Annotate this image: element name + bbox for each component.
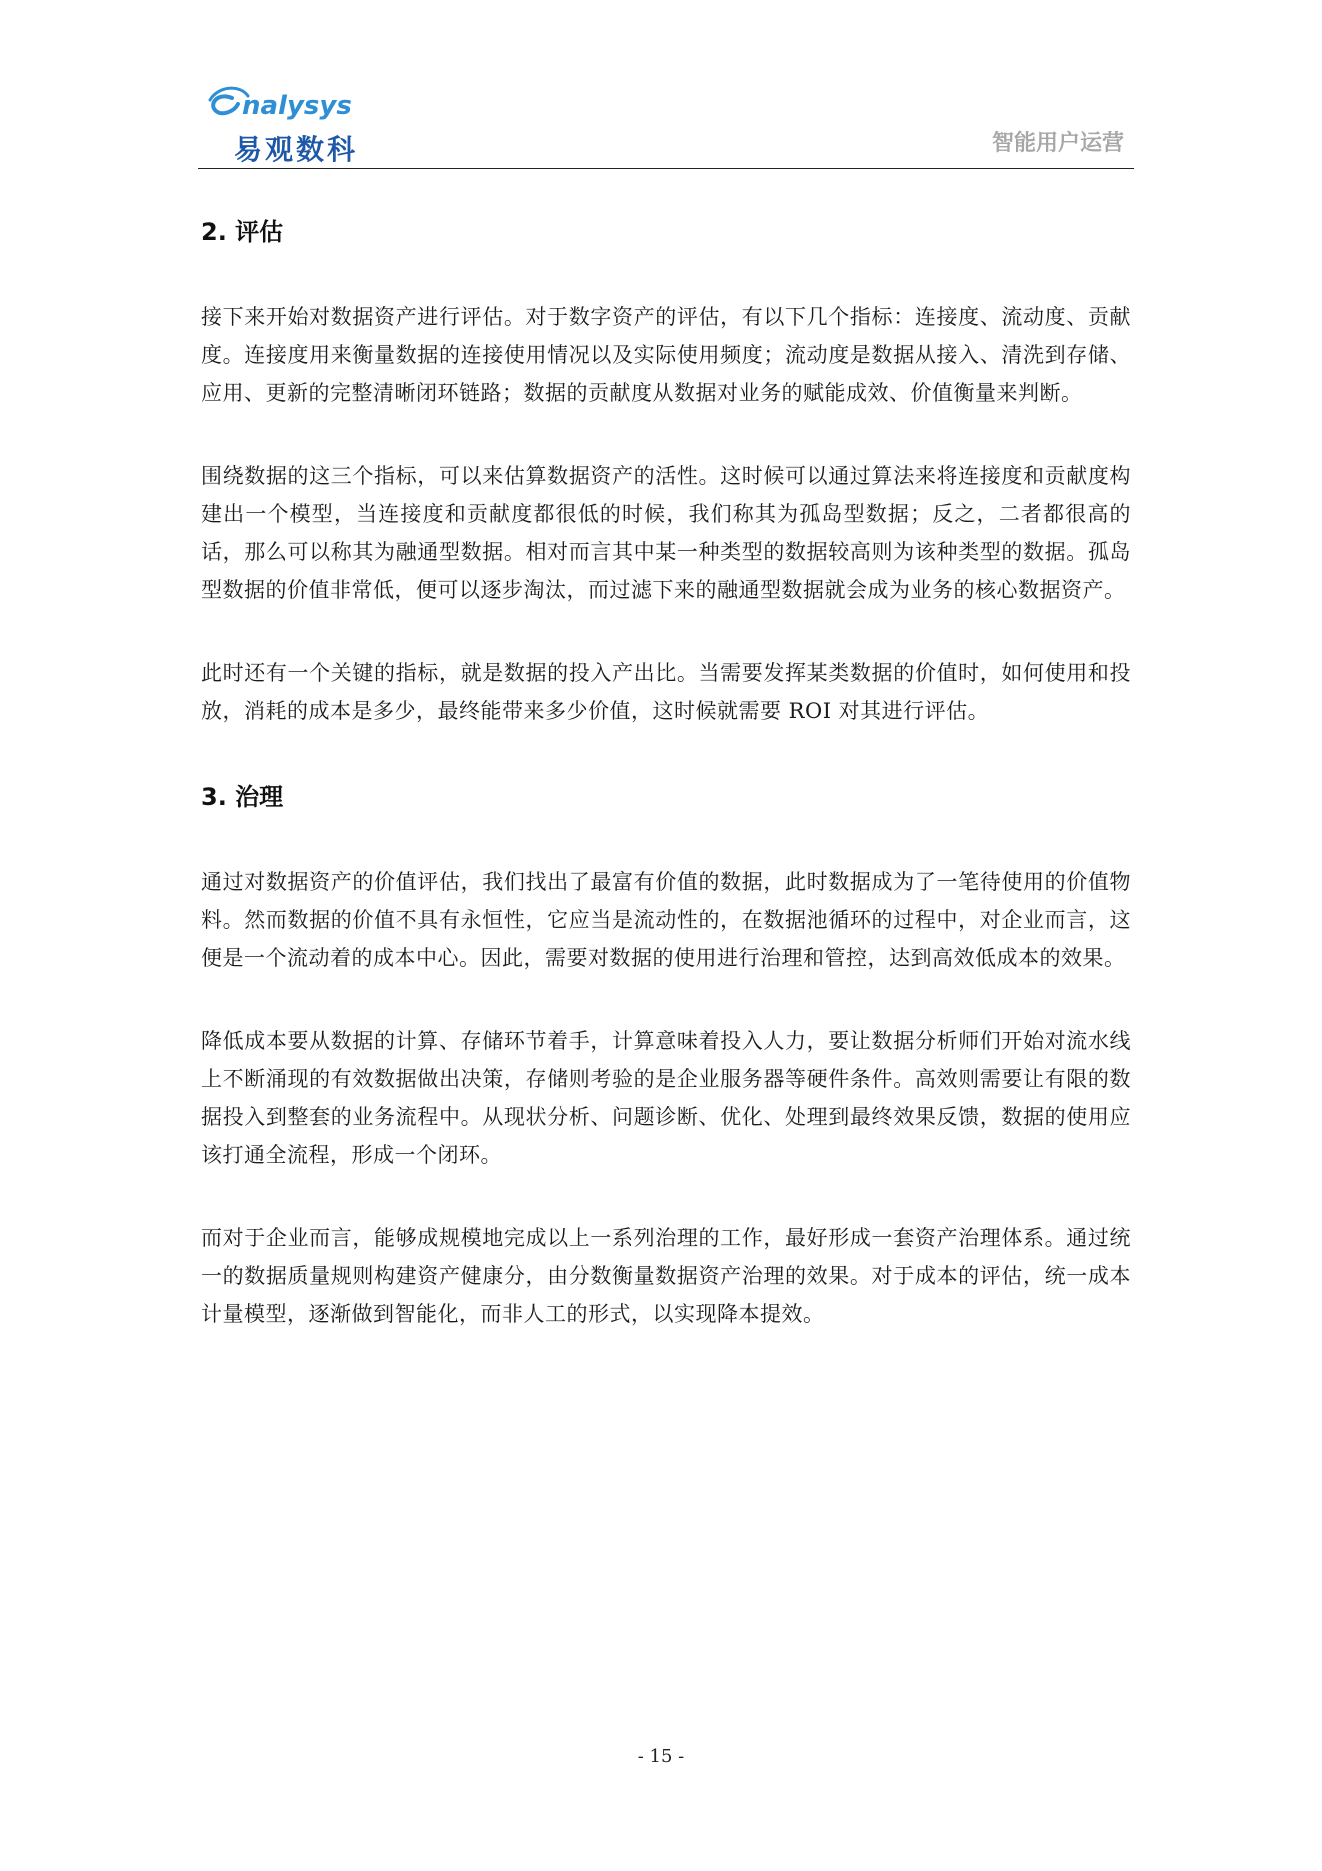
paragraph: 此时还有一个关键的指标，就是数据的投入产出比。当需要发挥某类数据的价值时，如何使用和投放，消耗的成本是多少，最终能带来多少价值，这时候就需要 ROI 对其进行评估。	[201, 661, 1131, 723]
logo-chinese-name: 易观数科	[234, 133, 359, 166]
paragraph: 降低成本要从数据的计算、存储环节着手，计算意味着投入人力，要让数据分析师们开始对流水线上不断涌现的有效数据做出决策，存储则考验的是企业服务器等硬件条件。高效则需要让有限的数据投入到整套的业务流程中。从现状分析、问题诊断、优化、处理到最终效果反馈，数据的使用应该打通全流程，形成一个闭环。	[201, 1029, 1131, 1167]
section-heading-governance: 3. 治理	[201, 783, 284, 811]
header-title: 智能用户运营	[991, 131, 1124, 156]
document-body	[201, 210, 1131, 1333]
paragraph: 而对于企业而言，能够成规模地完成以上一系列治理的工作，最好形成一套资产治理体系。通过统一的数据质量规则构建资产健康分，由分数衡量数据资产治理的效果。对于成本的评估，统一成本计量模型，逐渐做到智能化，而非人工的形式，以实现降本提效。	[201, 1226, 1131, 1326]
company-logo	[204, 80, 384, 164]
page-number: - 15 -	[637, 1746, 685, 1767]
paragraph: 接下来开始对数据资产进行评估。对于数字资产的评估，有以下几个指标：连接度、流动度、贡献度。连接度用来衡量数据的连接使用情况以及实际使用频度；流动度是数据从接入、清洗到存储、应用、更新的完整清晰闭环链路；数据的贡献度从数据对业务的赋能成效、价值衡量来判断。	[201, 305, 1131, 405]
svg-text:nalysys: nalysys	[242, 91, 352, 121]
analysys-wordmark	[204, 80, 384, 126]
section-heading-evaluation: 2. 评估	[201, 218, 284, 246]
paragraph: 通过对数据资产的价值评估，我们找出了最富有价值的数据，此时数据成为了一笔待使用的价值物料。然而数据的价值不具有永恒性，它应当是流动性的，在数据池循环的过程中，对企业而言，这便是一个流动着的成本中心。因此，需要对数据的使用进行治理和管控，达到高效低成本的效果。	[201, 870, 1131, 970]
paragraph: 围绕数据的这三个指标，可以来估算数据资产的活性。这时候可以通过算法来将连接度和贡献度构建出一个模型，当连接度和贡献度都很低的时候，我们称其为孤岛型数据；反之，二者都很高的话，那么可以称其为融通型数据。相对而言其中某一种类型的数据较高则为该种类型的数据。孤岛型数据的价值非常低，便可以逐步淘汰，而过滤下来的融通型数据就会成为业务的核心数据资产。	[201, 464, 1131, 602]
page-header	[198, 80, 1134, 169]
